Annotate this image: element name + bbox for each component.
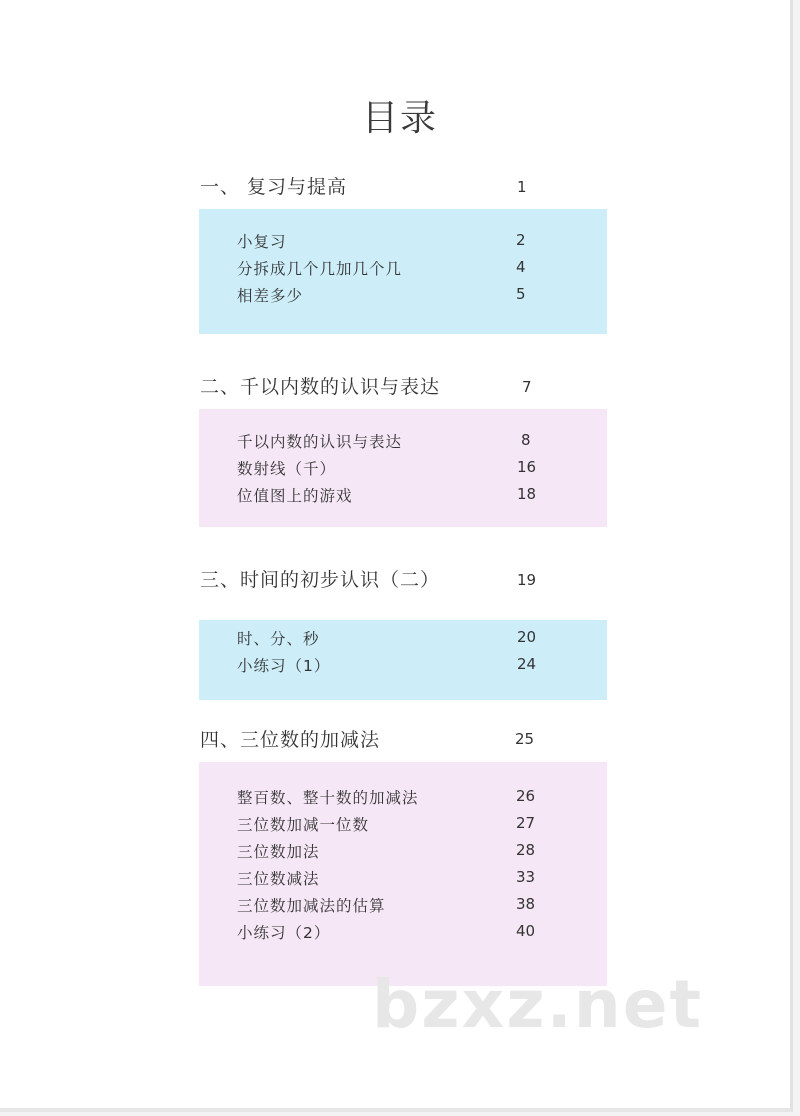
toc-item[interactable]: 三位数减法 xyxy=(237,870,320,888)
toc-item-page: 5 xyxy=(516,285,526,303)
toc-item[interactable]: 千以内数的认识与表达 xyxy=(237,433,403,451)
section-heading-4[interactable]: 四、三位数的加减法 xyxy=(200,729,381,751)
toc-item[interactable]: 数射线（千） xyxy=(237,460,337,478)
toc-item[interactable]: 小练习（1） xyxy=(237,657,331,675)
toc-item[interactable]: 三位数加减一位数 xyxy=(237,816,370,834)
section-box-2 xyxy=(199,409,607,527)
section-box-3 xyxy=(199,620,607,700)
toc-item-page: 2 xyxy=(516,231,526,249)
toc-item-page: 18 xyxy=(517,485,537,503)
toc-item-page: 16 xyxy=(517,458,537,476)
section-heading-1[interactable]: 一、 复习与提高 xyxy=(200,176,348,198)
section-page-3: 19 xyxy=(517,571,537,589)
toc-item-page: 20 xyxy=(517,628,537,646)
toc-item-page: 26 xyxy=(516,787,536,805)
toc-item-page: 38 xyxy=(516,895,536,913)
toc-item[interactable]: 小练习（2） xyxy=(237,924,331,942)
section-box-1 xyxy=(199,209,607,334)
toc-item[interactable]: 相差多少 xyxy=(237,287,304,305)
toc-item-page: 24 xyxy=(517,655,537,673)
page-title: 目录 xyxy=(361,98,438,139)
section-heading-2[interactable]: 二、千以内数的认识与表达 xyxy=(200,376,441,398)
section-box-4 xyxy=(199,762,607,986)
toc-item-page: 40 xyxy=(516,922,536,940)
toc-item[interactable]: 时、分、秒 xyxy=(237,630,320,648)
watermark: bzxz.net xyxy=(372,966,704,1043)
toc-item[interactable]: 整百数、整十数的加减法 xyxy=(237,789,419,807)
toc-item-page: 8 xyxy=(521,431,531,449)
section-page-4: 25 xyxy=(515,730,535,748)
toc-item-page: 28 xyxy=(516,841,536,859)
toc-item-page: 4 xyxy=(516,258,526,276)
toc-item[interactable]: 位值图上的游戏 xyxy=(237,487,353,505)
toc-item[interactable]: 分拆成几个几加几个几 xyxy=(237,260,403,278)
toc-item[interactable]: 小复习 xyxy=(237,233,287,251)
section-page-2: 7 xyxy=(522,378,532,396)
toc-item[interactable]: 三位数加减法的估算 xyxy=(237,897,386,915)
section-page-1: 1 xyxy=(517,178,527,196)
section-heading-3[interactable]: 三、时间的初步认识（二） xyxy=(200,569,441,591)
toc-item[interactable]: 三位数加法 xyxy=(237,843,320,861)
toc-item-page: 27 xyxy=(516,814,536,832)
toc-item-page: 33 xyxy=(516,868,536,886)
